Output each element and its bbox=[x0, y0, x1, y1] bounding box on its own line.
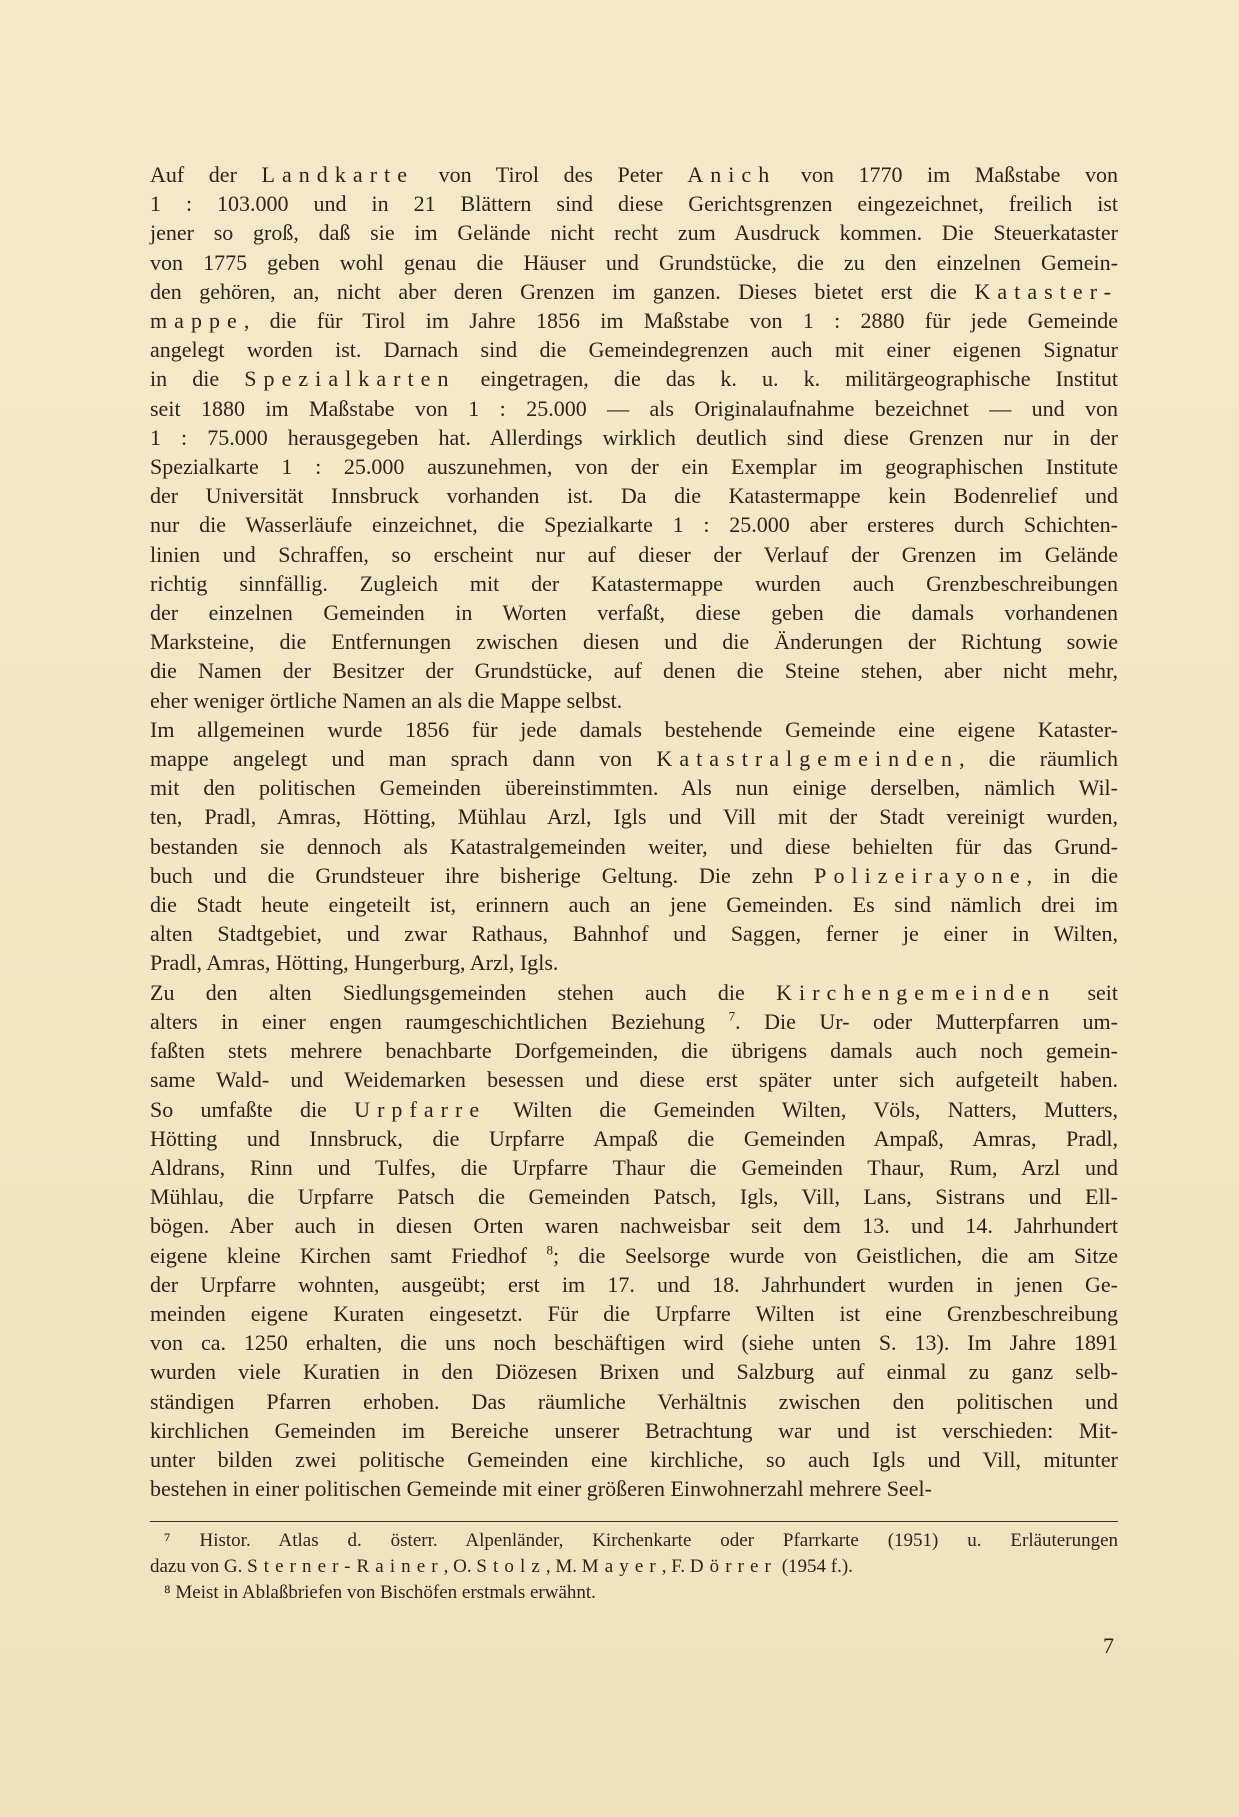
spaced-term: Urpfarre bbox=[354, 1096, 487, 1122]
text-line bbox=[150, 773, 1118, 802]
body-text bbox=[150, 160, 1118, 1503]
text-line bbox=[150, 744, 1118, 773]
author-name: Dörrer bbox=[689, 1556, 777, 1577]
text-run: , die für Tirol im Jahre 1856 im Maßstabe von 1 : 2880 für jede Gemeinde bbox=[243, 308, 1118, 334]
footnote-7-line-2 bbox=[150, 1554, 1118, 1580]
footnote-7-text: , F. bbox=[661, 1556, 690, 1577]
text-run: ; die Seelsorge wurde von Geistlichen, die am Sitze bbox=[553, 1242, 1118, 1268]
text-run: 1 : 75.000 herausgegeben hat. Allerdings wirklich deutlich sind diese Grenzen nur in der bbox=[150, 424, 1118, 450]
text-run: in die bbox=[150, 366, 245, 392]
text-line bbox=[150, 715, 1118, 744]
text-run: alten Stadtgebiet, und zwar Rathaus, Bahnhof und Saggen, ferner je einer in Wilten, bbox=[150, 921, 1118, 947]
text-line bbox=[150, 1445, 1118, 1474]
text-line bbox=[150, 948, 1118, 977]
text-run: Hötting und Innsbruck, die Urpfarre Ampaß die Gemeinden Ampaß, Amras, Pradl, bbox=[150, 1125, 1118, 1151]
text-line bbox=[150, 1328, 1118, 1357]
footnote-marker: 7 bbox=[728, 1008, 736, 1024]
text-run: Aldrans, Rinn und Tulfes, die Urpfarre Thaur die Gemeinden Thaur, Rum, Arzl und bbox=[150, 1154, 1118, 1180]
text-run: . Die Ur- oder Mutterpfarren um- bbox=[735, 1008, 1118, 1034]
text-run: Auf der bbox=[150, 162, 262, 187]
text-run: von 1770 im Maßstabe von bbox=[776, 162, 1118, 187]
text-run: Zu den alten Siedlungsgemeinden stehen auch die bbox=[150, 979, 777, 1005]
footnote-7-text: , M. bbox=[545, 1556, 582, 1577]
footnotes bbox=[150, 1528, 1118, 1606]
text-line bbox=[150, 1153, 1118, 1182]
text-run: bestanden sie dennoch als Katastralgemeinden weiter, und diese behielten für das Grund- bbox=[150, 833, 1118, 859]
spaced-term: Spezialkarten bbox=[244, 366, 456, 392]
text-run: ständigen Pfarren erhoben. Das räumliche Verhältnis zwischen den politischen und bbox=[150, 1388, 1118, 1414]
footnote-7-text: dazu von G. bbox=[150, 1556, 248, 1577]
text-line bbox=[150, 423, 1118, 452]
text-line bbox=[150, 189, 1118, 218]
author-name: Sterner-Rainer bbox=[247, 1556, 444, 1577]
text-run: seit bbox=[1056, 979, 1118, 1005]
text-line bbox=[150, 890, 1118, 919]
footnote-divider bbox=[150, 1521, 1118, 1522]
paragraph bbox=[150, 715, 1118, 978]
text-run: linien und Schraffen, so erscheint nur auf dieser der Verlauf der Grenzen im Gelände bbox=[150, 541, 1118, 567]
footnote-7-text: , O. bbox=[443, 1556, 477, 1577]
author-name: Stolz bbox=[476, 1556, 546, 1577]
text-run: Spezialkarte 1 : 25.000 auszunehmen, von der ein Exemplar im geographischen Institute bbox=[150, 454, 1118, 480]
text-line bbox=[150, 1299, 1118, 1328]
text-run: eigene kleine Kirchen samt Friedhof bbox=[150, 1242, 547, 1268]
footnote-marker: 8 bbox=[546, 1242, 553, 1258]
footnote-8: ⁸ Meist in Ablaßbriefen von Bischöfen erstmals erwähnt. bbox=[164, 1582, 596, 1603]
text-run: Wilten die Gemeinden Wilten, Völs, Natters, Mutters, bbox=[486, 1096, 1118, 1122]
text-run: buch und die Grundsteuer ihre bisherige Geltung. Die zehn bbox=[150, 862, 815, 888]
text-line bbox=[150, 364, 1118, 393]
paragraph bbox=[150, 160, 1118, 715]
text-line bbox=[150, 248, 1118, 277]
spaced-term: Polizeirayone bbox=[814, 862, 1027, 888]
text-line bbox=[150, 452, 1118, 481]
text-run: faßten stets mehrere benachbarte Dorfgemeinden, die übrigens damals auch noch gemein- bbox=[150, 1038, 1118, 1064]
spaced-term: Anich bbox=[687, 162, 777, 187]
text-run: mappe angelegt und man sprach dann von bbox=[150, 746, 657, 772]
text-line bbox=[150, 686, 1118, 715]
text-run: same Wald- und Weidemarken besessen und diese erst später unter sich aufgeteilt haben. bbox=[150, 1067, 1118, 1093]
text-run: alters in einer engen raumgeschichtlichen Beziehung bbox=[150, 1008, 729, 1034]
text-run: jener so groß, daß sie im Gelände nicht recht zum Ausdruck kommen. Die Steuerkataster bbox=[150, 220, 1118, 246]
text-line bbox=[150, 1357, 1118, 1386]
text-run: wurden viele Kuratien in den Diözesen Brixen und Salzburg auf einmal zu ganz selb- bbox=[150, 1359, 1118, 1385]
text-run: von 1775 geben wohl genau die Häuser und Grundstücke, die zu den einzelnen Gemein- bbox=[150, 249, 1118, 275]
text-run: von ca. 1250 erhalten, die uns noch beschäftigen wird (siehe unten S. 13). Im Jahre 1891 bbox=[150, 1330, 1118, 1356]
footnote-7-text: (1954 f.). bbox=[776, 1556, 853, 1577]
spaced-term: Katastralgemeinden bbox=[656, 746, 960, 772]
text-line bbox=[150, 306, 1118, 335]
text-line bbox=[150, 1124, 1118, 1153]
paragraph bbox=[150, 978, 1118, 1504]
text-line bbox=[150, 1241, 1118, 1270]
text-run: seit 1880 im Maßstabe von 1 : 25.000 — als Originalaufnahme bezeichnet — und von bbox=[150, 395, 1118, 421]
text-line bbox=[150, 1182, 1118, 1211]
text-run: So umfaßte die bbox=[150, 1096, 355, 1122]
text-run: angelegt worden ist. Darnach sind die Gemeindegrenzen auch mit einer eigenen Signatur bbox=[150, 337, 1118, 363]
spaced-term: Landkarte bbox=[261, 162, 415, 187]
text-run: Marksteine, die Entfernungen zwischen diesen und die Änderungen der Richtung sowie bbox=[150, 629, 1118, 655]
text-line bbox=[150, 1211, 1118, 1240]
text-run: meinden eigene Kuraten eingesetzt. Für die Urpfarre Wilten ist eine Grenzbeschreibung bbox=[150, 1300, 1118, 1326]
text-line bbox=[150, 218, 1118, 247]
text-run: mit den politischen Gemeinden übereinstimmten. Als nun einige derselben, nämlich Wil- bbox=[150, 775, 1118, 801]
page-number: 7 bbox=[1103, 1633, 1114, 1658]
text-run: 1 : 103.000 und in 21 Blättern sind diese Gerichtsgrenzen eingezeichnet, freilich ist bbox=[150, 191, 1118, 217]
text-line bbox=[150, 277, 1118, 306]
text-run: bestehen in einer politischen Gemeinde mit einer größeren Einwohnerzahl mehrere Seel- bbox=[150, 1476, 932, 1502]
text-line bbox=[150, 569, 1118, 598]
text-run: Im allgemeinen wurde 1856 für jede damals bestehende Gemeinde eine eigene Kataster- bbox=[150, 716, 1118, 742]
text-line bbox=[150, 802, 1118, 831]
text-line bbox=[150, 1474, 1118, 1503]
text-run: , die räumlich bbox=[959, 746, 1118, 772]
text-line bbox=[150, 160, 1118, 189]
text-line bbox=[150, 656, 1118, 685]
text-line bbox=[150, 1416, 1118, 1445]
text-line bbox=[150, 335, 1118, 364]
spaced-term: Kataster- bbox=[974, 278, 1118, 304]
text-run: Pradl, Amras, Hötting, Hungerburg, Arzl, Igls. bbox=[150, 950, 559, 976]
text-run: die Stadt heute eingeteilt ist, erinnern auch an jene Gemeinden. Es sind nämlich drei im bbox=[150, 892, 1118, 918]
text-run: von Tirol des Peter bbox=[414, 162, 688, 187]
text-line bbox=[150, 1036, 1118, 1065]
text-run: eher weniger örtliche Namen an als die Mappe selbst. bbox=[150, 687, 623, 713]
spaced-term: Kirchengemeinden bbox=[776, 979, 1057, 1005]
text-line bbox=[150, 540, 1118, 569]
text-line bbox=[150, 1065, 1118, 1094]
text-run: der Urpfarre wohnten, ausgeübt; erst im 17. und 18. Jahrhundert wurden in jenen Ge- bbox=[150, 1271, 1118, 1297]
text-run: , in die bbox=[1026, 862, 1118, 888]
text-run: den gehören, an, nicht aber deren Grenzen im ganzen. Dieses bietet erst die bbox=[150, 278, 975, 304]
text-line bbox=[150, 832, 1118, 861]
text-line bbox=[150, 481, 1118, 510]
text-line bbox=[150, 1095, 1118, 1124]
text-run: der einzelnen Gemeinden in Worten verfaßt, diese geben die damals vorhandenen bbox=[150, 600, 1118, 626]
text-run: eingetragen, die das k. u. k. militärgeographische Institut bbox=[455, 366, 1118, 392]
text-line bbox=[150, 861, 1118, 890]
text-run: bögen. Aber auch in diesen Orten waren nachweisbar seit dem 13. und 14. Jahrhundert bbox=[150, 1213, 1118, 1239]
spaced-term: mappe bbox=[150, 308, 244, 334]
text-line bbox=[150, 394, 1118, 423]
text-line bbox=[150, 978, 1118, 1007]
text-run: kirchlichen Gemeinden im Bereiche unserer Betrachtung war und ist verschieden: Mit- bbox=[150, 1417, 1118, 1443]
text-line bbox=[150, 510, 1118, 539]
text-run: Mühlau, die Urpfarre Patsch die Gemeinden Patsch, Igls, Vill, Lans, Sistrans und Ell- bbox=[150, 1184, 1118, 1210]
text-run: nur die Wasserläufe einzeichnet, die Spezialkarte 1 : 25.000 aber ersteres durch Schichten- bbox=[150, 512, 1118, 538]
author-name: Mayer bbox=[581, 1556, 662, 1577]
text-run: richtig sinnfällig. Zugleich mit der Katastermappe wurden auch Grenzbeschreibungen bbox=[150, 570, 1118, 596]
text-line bbox=[150, 627, 1118, 656]
text-line bbox=[150, 1387, 1118, 1416]
text-run: unter bilden zwei politische Gemeinden eine kirchliche, so auch Igls und Vill, mitunter bbox=[150, 1446, 1118, 1472]
text-line bbox=[150, 1007, 1118, 1036]
text-run: ten, Pradl, Amras, Hötting, Mühlau Arzl, Igls und Vill mit der Stadt vereinigt wurden, bbox=[150, 804, 1118, 830]
footnote-7-line-1: ⁷ Histor. Atlas d. österr. Alpenländer, Kirchenkarte oder Pfarrkarte (1951) u. Erläuterungen bbox=[164, 1530, 1118, 1551]
text-line bbox=[150, 598, 1118, 627]
text-run: der Universität Innsbruck vorhanden ist. Da die Katastermappe kein Bodenrelief und bbox=[150, 483, 1118, 509]
text-line bbox=[150, 919, 1118, 948]
text-line bbox=[150, 1270, 1118, 1299]
text-run: die Namen der Besitzer der Grundstücke, auf denen die Steine stehen, aber nicht mehr, bbox=[150, 658, 1118, 684]
